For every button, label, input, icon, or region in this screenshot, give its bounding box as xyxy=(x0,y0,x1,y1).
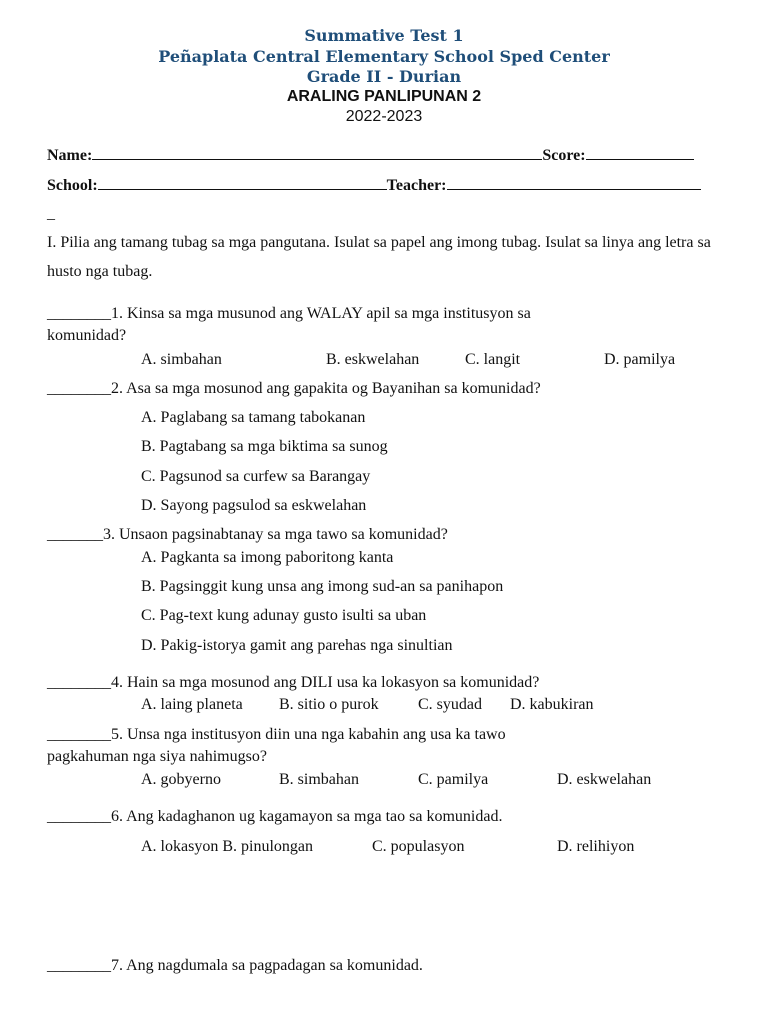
question-6 xyxy=(47,809,502,825)
subject-title: ARALING PANLIPUNAN 2 xyxy=(286,88,482,105)
question-text: 6. Ang kadaghanon ug kagamayon sa mga tao sa komunidad. xyxy=(111,808,503,825)
school-year: 2022-2023 xyxy=(345,108,423,125)
question-5 xyxy=(47,727,506,743)
choice-d: D. kabukiran xyxy=(510,696,594,713)
question-2 xyxy=(47,381,541,397)
question-text: 1. Kinsa sa mga musunod ang WALAY apil sa mga institusyon sa xyxy=(111,305,531,322)
question-text: 7. Ang nagdumala sa pagpadagan sa komunidad. xyxy=(111,957,423,974)
answer-blank[interactable]: ________ xyxy=(47,957,111,974)
choice-c: C. populasyon xyxy=(372,838,465,855)
question-1 xyxy=(47,306,531,322)
answer-blank[interactable]: ________ xyxy=(47,380,111,397)
choice-a: A. laing planeta xyxy=(141,696,243,713)
question-text: 2. Asa sa mga mosunod ang gapakita og Bayanihan sa komunidad? xyxy=(111,380,541,397)
choice-c: C. Pag-text kung adunay gusto isulti sa uban xyxy=(141,607,427,624)
score-label: Score: xyxy=(542,147,586,164)
choice-c: C. syudad xyxy=(418,696,482,713)
choice-d: D. relihiyon xyxy=(557,838,635,855)
choice-b: B. simbahan xyxy=(279,771,359,788)
choice-d: D. pamilya xyxy=(604,351,676,368)
choice-c: C. langit xyxy=(465,351,521,368)
choice-a: A. simbahan xyxy=(141,351,222,368)
answer-blank[interactable]: ________ xyxy=(47,674,111,691)
answer-blank[interactable]: ________ xyxy=(47,305,111,322)
question-text: 5. Unsa nga institusyon diin una nga kabahin ang usa ka tawo xyxy=(111,726,506,743)
question-7 xyxy=(47,958,423,974)
teacher-label: Teacher: xyxy=(386,177,447,194)
choice-d: D. Sayong pagsulod sa eskwelahan xyxy=(141,497,367,514)
choice-c: C. pamilya xyxy=(418,771,489,788)
question-3 xyxy=(47,527,448,543)
answer-blank[interactable]: ________ xyxy=(47,726,111,743)
stray-mark: _ xyxy=(47,205,55,222)
question-text-cont: pagkahuman nga siya nahimugso? xyxy=(47,748,267,765)
choice-b: B. eskwelahan xyxy=(326,351,420,368)
grade-section: Grade II - Durian xyxy=(306,67,462,86)
choice-b: B. Pagsinggit kung unsa ang imong sud-an sa panihapon xyxy=(141,578,504,595)
school-name: Peñaplata Central Elementary School Sped Center xyxy=(158,47,610,66)
choice-b: B. Pagtabang sa mga biktima sa sunog xyxy=(141,438,388,455)
name-score-row xyxy=(47,146,694,164)
test-title: Summative Test 1 xyxy=(304,26,464,45)
choice-c: C. Pagsunod sa curfew sa Barangay xyxy=(141,468,371,485)
choice-a: A. Paglabang sa tamang tabokanan xyxy=(141,409,366,426)
name-label: Name: xyxy=(47,147,93,164)
choice-d: D. eskwelahan xyxy=(557,771,652,788)
school-label: School: xyxy=(47,177,98,194)
choice-a: A. Pagkanta sa imong paboritong kanta xyxy=(141,549,394,566)
choice-a: A. gobyerno xyxy=(141,771,221,788)
choice-d: D. Pakig-istorya gamit ang parehas nga sinultian xyxy=(141,637,453,654)
choice-b: B. sitio o purok xyxy=(279,696,379,713)
instructions: I. Pilia ang tamang tubag sa mga pangutana. Isulat sa papel ang imong tubag. Isulat sa linya ang letra sa husto nga tubag. xyxy=(47,234,711,280)
school-teacher-row xyxy=(47,176,701,194)
question-text: 4. Hain sa mga mosunod ang DILI usa ka lokasyon sa komunidad? xyxy=(111,674,540,691)
question-text: 3. Unsaon pagsinabtanay sa mga tawo sa komunidad? xyxy=(103,526,448,543)
school-blank[interactable] xyxy=(98,176,387,190)
answer-blank[interactable]: _______ xyxy=(47,526,103,543)
teacher-blank[interactable] xyxy=(447,176,701,190)
question-text-cont: komunidad? xyxy=(47,327,127,344)
choice-a: A. lokasyon B. pinulongan xyxy=(141,838,313,855)
name-blank[interactable] xyxy=(92,146,542,160)
score-blank[interactable] xyxy=(586,146,694,160)
answer-blank[interactable]: ________ xyxy=(47,808,111,825)
question-4 xyxy=(47,675,539,691)
